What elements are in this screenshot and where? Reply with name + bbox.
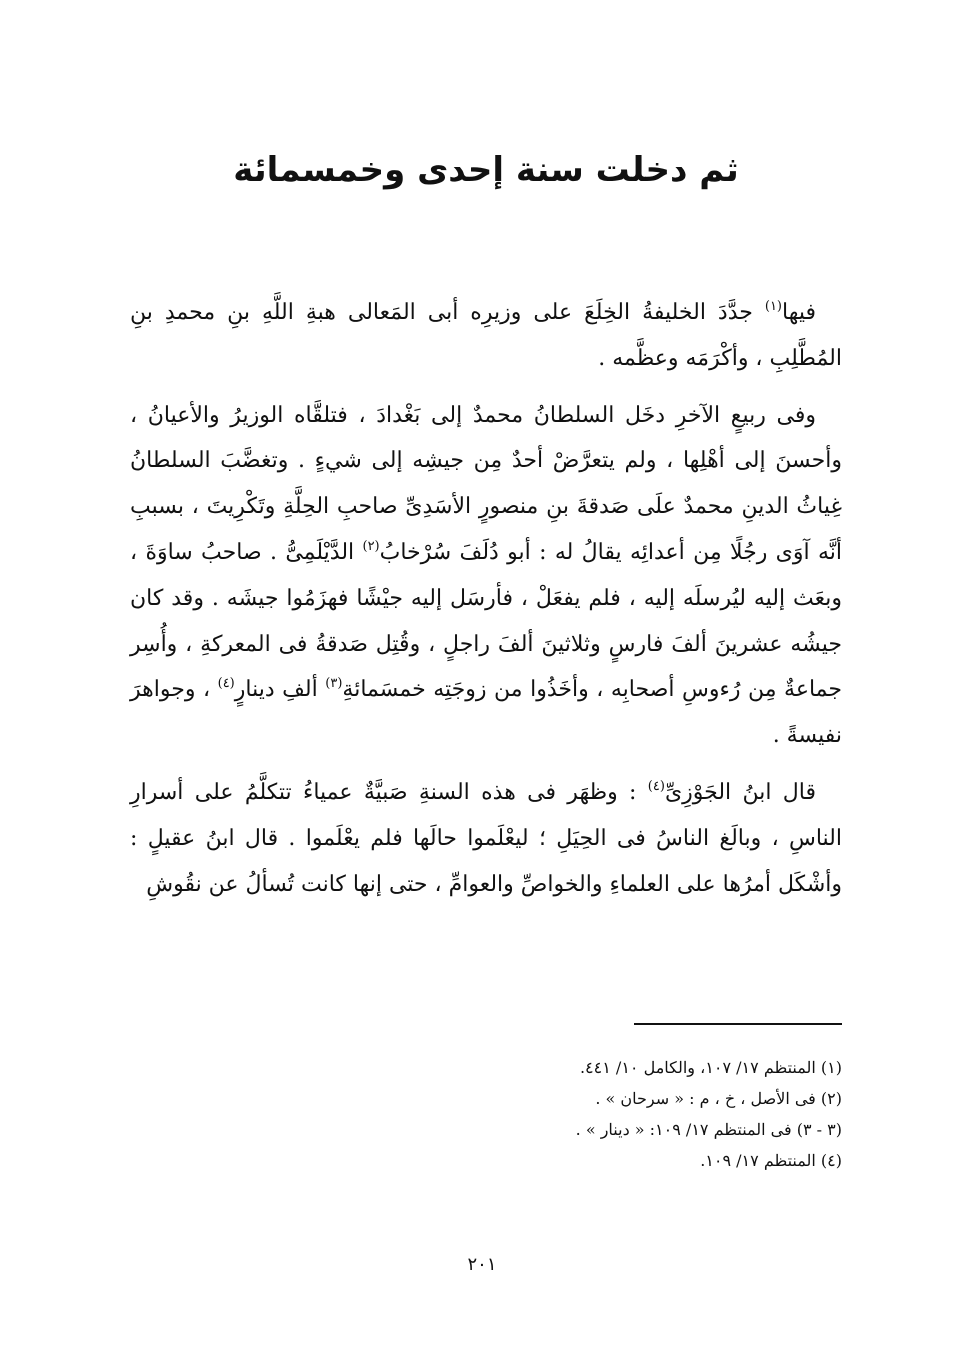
footnote-separator	[634, 1023, 842, 1025]
paragraph-2-part-3: ألفِ دينارٍ	[234, 677, 326, 703]
paragraph-1	[130, 290, 842, 382]
main-text	[130, 290, 842, 918]
page-heading: ثم دخلت سنة إحدى وخمسمائة	[233, 150, 739, 190]
footnote-mark: (١)	[764, 299, 782, 314]
footnote-3: (٣ - ٣) فى المنتظم ١٧/ ١٠٩: « دينار » .	[575, 1120, 842, 1139]
footnote-mark: (٣)	[325, 676, 343, 692]
footnote-1: (١) المنتظم ١٧/ ١٠٧، والكامل ١٠/ ٤٤١.	[579, 1058, 842, 1077]
footnote-mark: (٢)	[362, 538, 380, 554]
paragraph-2-part-4: ، وجواهرَ نفيسةً .	[130, 677, 842, 749]
footnote-4: (٤) المنتظم ١٧/ ١٠٩.	[700, 1151, 842, 1170]
paragraph-3-part-1: قال ابنُ الجَوْزِىِّ	[664, 779, 817, 805]
paragraph-3-part-2: : وظهَر فى هذه السنةِ صَبيَّةٌ عمياءُ تتكلَّمُ على أسرارِ الناسِ ، وبالَغ الناسُ فى الحِيَلِ ؛ ليعْلَموا حالَها فلم يعْلَموا . قال ابنُ عقيلٍ : وأشْكَل أمرُها على العلماءِ والخواصِّ والعوامِّ ، حتى إنها كانت تُسألُ عن نقُوشِ	[130, 779, 842, 897]
paragraph-1-lead: فيها	[782, 300, 816, 325]
paragraph-1-text: جدَّدَ الخليفةُ الخِلَعَ على وزيرِه أبى المَعالى هبةِ اللَّهِ بنِ محمدِ بنِ المُطَّلِبِ ، وأكْرَمَه وعظَّمه .	[130, 300, 842, 371]
paragraph-2-part-2: الدَّيْلَمِىُّ . صاحبُ ساوَةَ ، وبعَث إليه ليُرسلَه إليه ، فلم يفعَلْ ، فأرسَل إليه جيْشًا فهزَمُوا جيشَه . وقد كان جيشُه عشرينَ ألفَ فارسٍ وثلاثينَ ألفَ راجلٍ ، وقُتِل صَدقةُ فى المعركةِ ، وأُسِر جماعةٌ مِن رُءوسِ أصحابِه ، وأخَذُوا من زوجَتِه خمسَمائةِ	[130, 539, 842, 703]
footnote-mark: (٤)	[647, 778, 665, 794]
paragraph-2-part-1: وفى ربيعٍ الآخرِ دخَل السلطانُ محمدٌ إلى بَغْدادَ ، فتلقَّاه الوزيرُ والأعيانُ ، وأحسنَ إلى أهْلِها ، ولم يتعرَّضْ أحدٌ مِن جيشِه إلى شيءٍ . وتغضَّبَ السلطانُ غِياثُ الدينِ محمدٌ علَى صَدقةَ بنِ منصورٍ الأسَدِىِّ صاحبِ الحِلَّةِ وتَكْرِيتَ ، بسببِ أنَّه آوَى رجُلًا مِن أعدائِه يقالُ له : أبو دُلَفَ سُرْخابُ	[130, 402, 842, 565]
paragraph-2	[130, 393, 842, 759]
footnotes	[130, 1052, 842, 1176]
footnote-mark: (٤)	[217, 676, 235, 692]
footnote-2: (٢) فى الأصل ، خ ، م : « سرحان » .	[595, 1089, 842, 1108]
page-number: ٢٠١	[467, 1254, 497, 1275]
paragraph-3	[130, 770, 842, 907]
